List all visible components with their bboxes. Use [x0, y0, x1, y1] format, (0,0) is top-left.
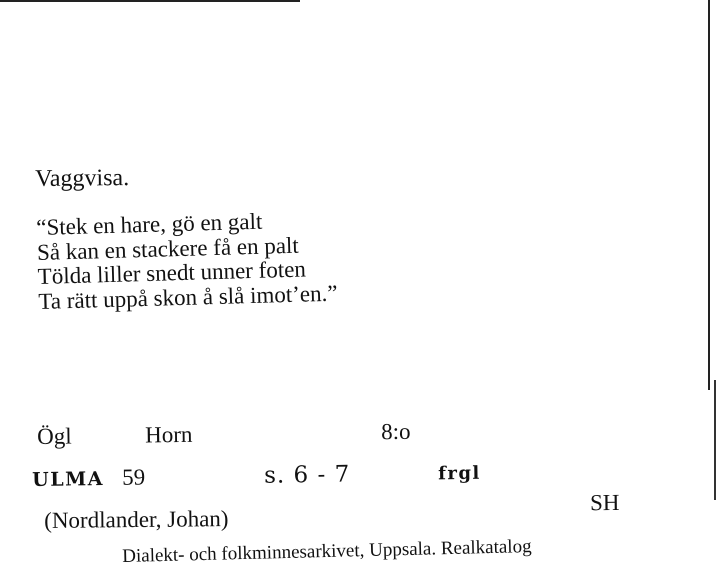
verse-line: Tölda liller snedt unner foten — [37, 256, 307, 289]
archive-number: 59 — [121, 464, 146, 490]
format-code: 8:o — [380, 418, 411, 445]
informant-row — [44, 489, 684, 534]
verse-line: Så kan en stackere få en palt — [36, 232, 300, 265]
card-title: Vaggvisa. — [35, 165, 130, 192]
informant-name: (Nordlander, Johan) — [44, 506, 229, 533]
scan-edge-right-lower — [714, 380, 716, 500]
verse-line: “Stek en hare, gö en galt — [35, 208, 263, 240]
archive-code: ULMA — [32, 467, 105, 491]
verse-line: Ta rätt uppå skon å slå imot’en.” — [38, 280, 338, 314]
recorder-initials: SH — [589, 489, 620, 516]
location-row — [37, 417, 557, 454]
reference-row — [32, 459, 532, 496]
verse-block — [36, 208, 338, 314]
scan-edge-right — [708, 0, 710, 390]
province-abbrev: Ögl — [37, 423, 72, 449]
parish-name: Horn — [144, 421, 193, 448]
scan-edge-top — [0, 0, 300, 2]
category-code: frgl — [438, 462, 481, 485]
page-range: s. 6 - 7 — [263, 461, 351, 489]
archive-footer: Dialekt- och folkminnesarkivet, Uppsala. Realkatalog — [122, 535, 532, 567]
